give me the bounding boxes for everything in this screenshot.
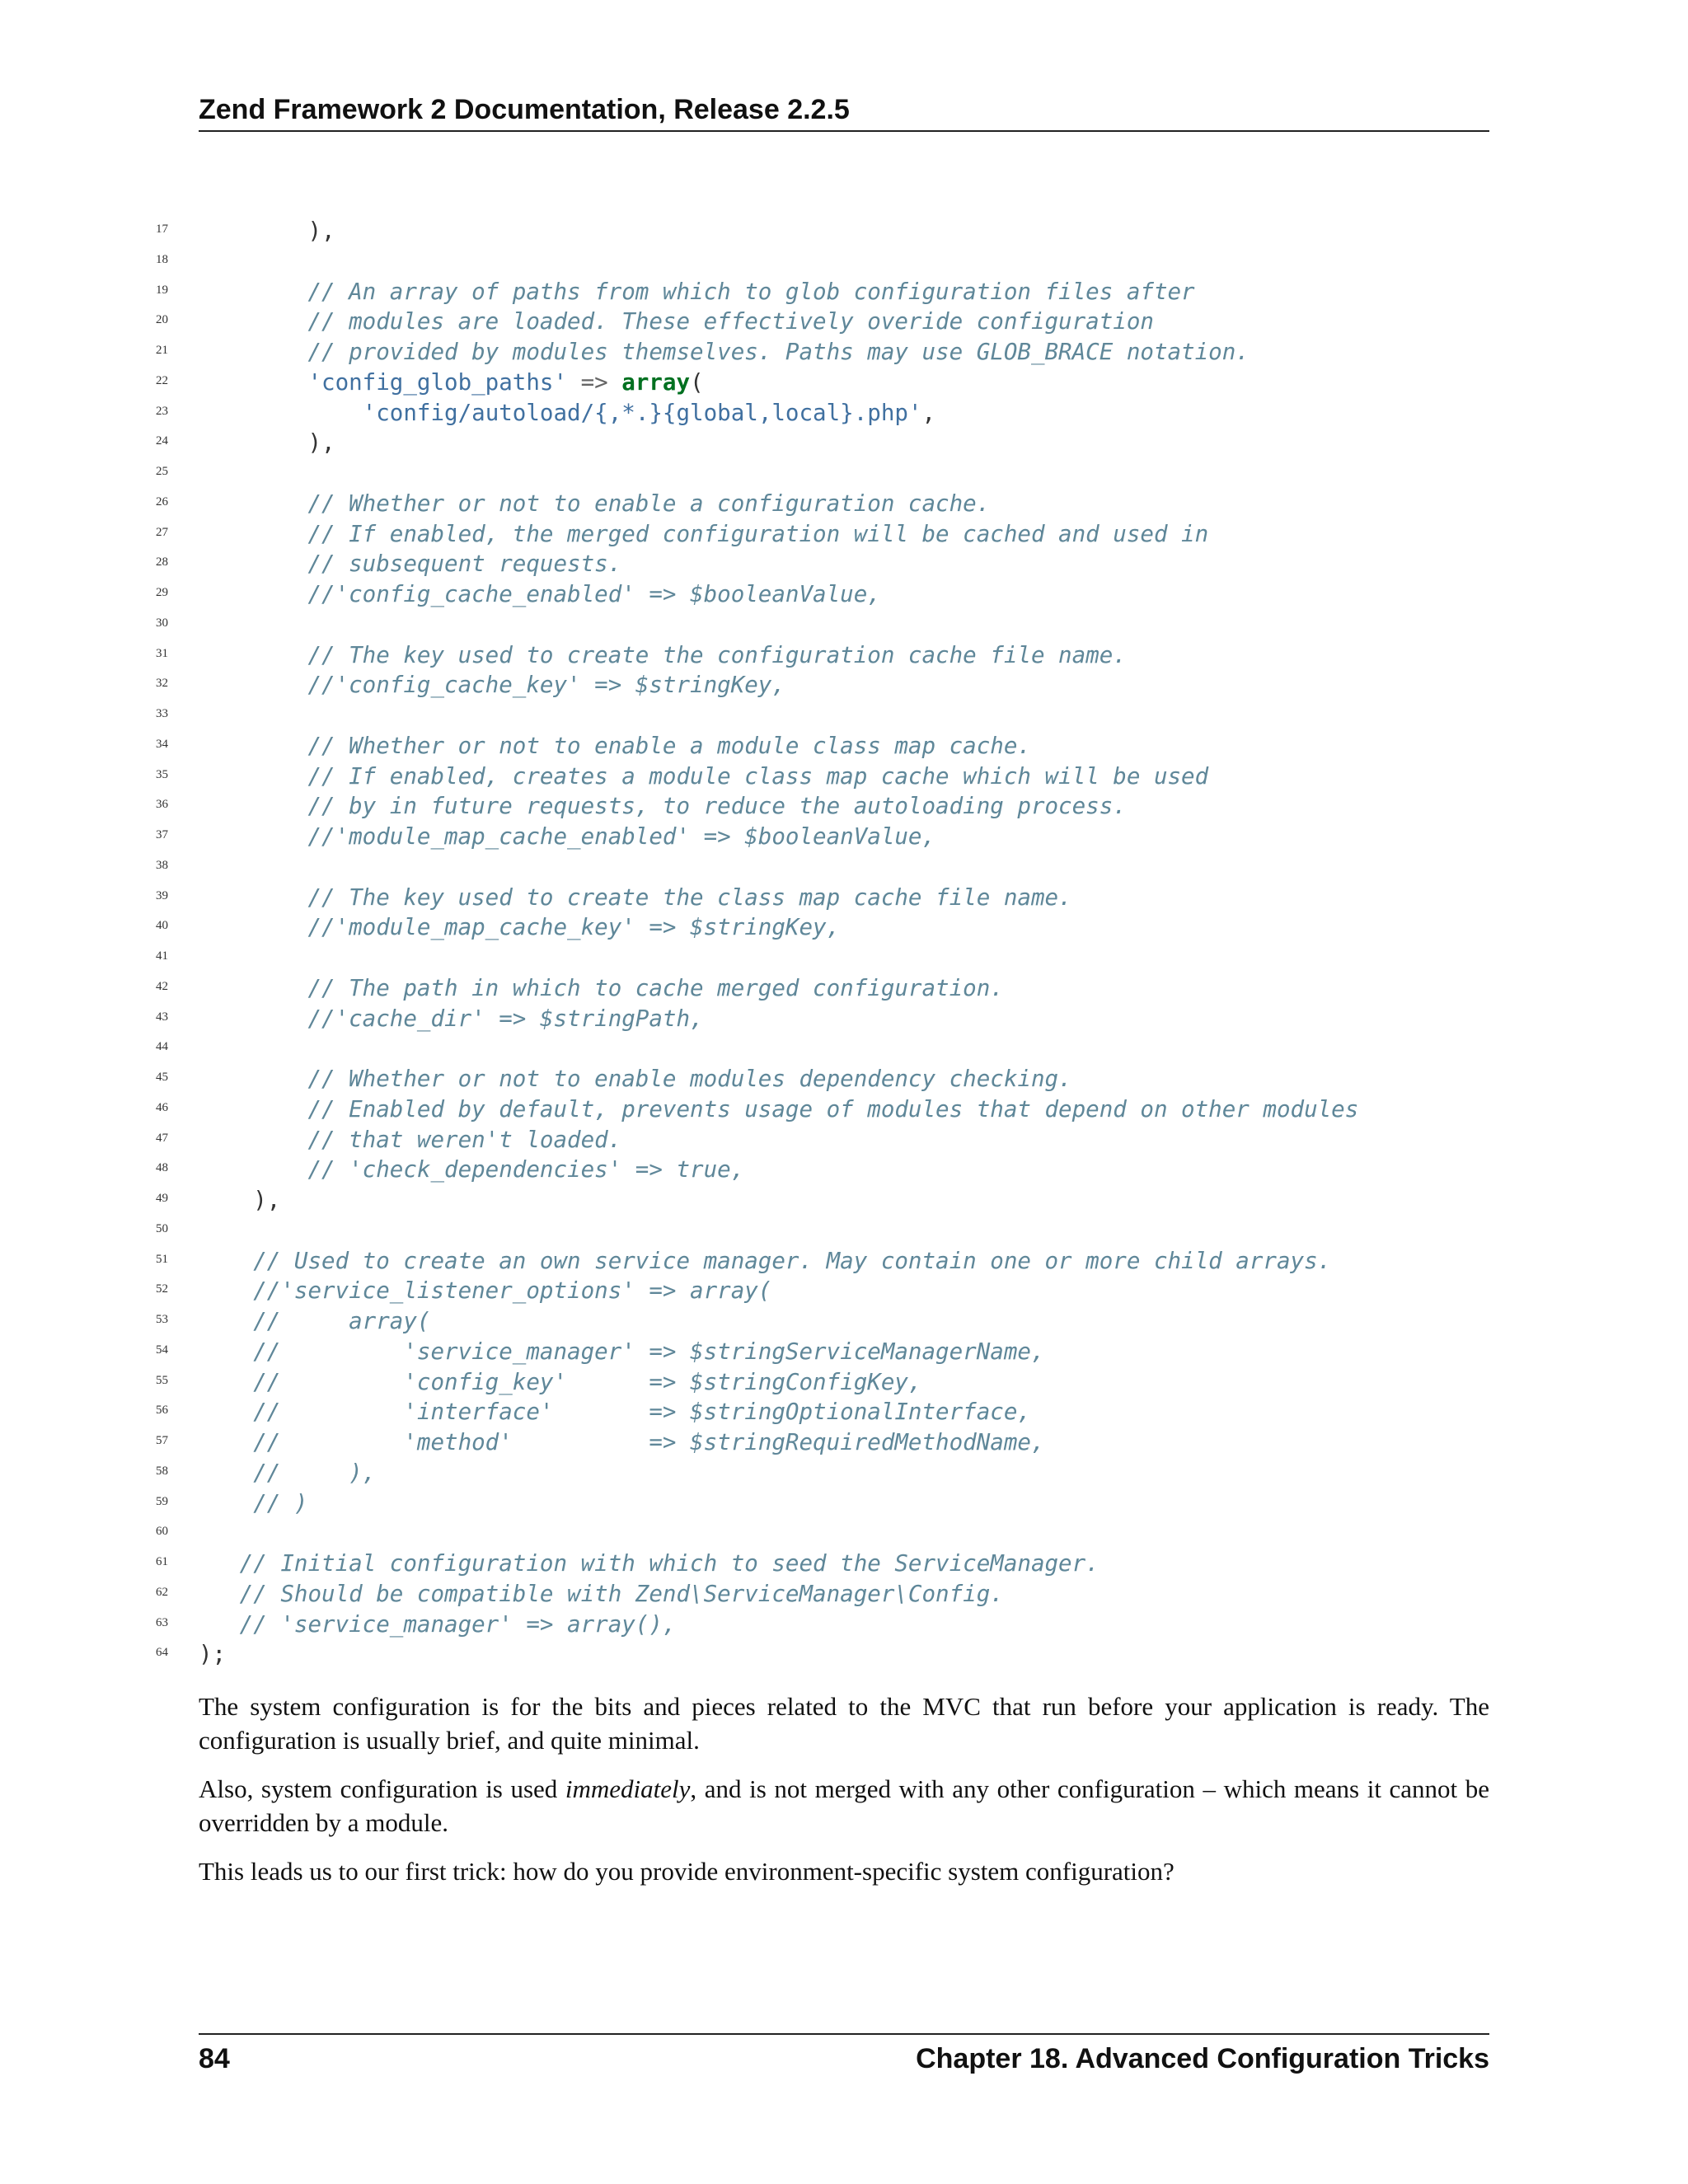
code-text: // 'method' => $stringRequiredMethodName,	[199, 1429, 1045, 1455]
code-line	[140, 1367, 1508, 1398]
emphasis-immediately: immediately	[565, 1774, 691, 1803]
code-line	[140, 973, 1508, 1004]
code-line	[140, 1639, 1508, 1670]
code-line	[140, 1337, 1508, 1367]
line-number: 25	[156, 465, 168, 478]
code-token: =>	[567, 368, 622, 396]
code-line	[140, 1610, 1508, 1640]
code-line	[140, 1488, 1508, 1519]
code-line	[140, 670, 1508, 701]
code-text: // Whether or not to enable a module class map cache.	[199, 732, 1031, 759]
code-text: // If enabled, the merged configuration will be cached and used in	[199, 520, 1209, 547]
code-token: array	[621, 368, 691, 396]
line-number: 64	[156, 1646, 168, 1660]
code-text: // ),	[199, 1459, 377, 1486]
code-token	[199, 369, 307, 396]
line-number: 29	[156, 586, 168, 599]
page-header-title: Zend Framework 2 Documentation, Release 2.2.5	[199, 94, 850, 125]
code-text	[199, 368, 704, 398]
code-line	[140, 912, 1508, 943]
line-number: 61	[156, 1555, 168, 1568]
code-line	[140, 731, 1508, 762]
code-text: // array(	[199, 1308, 431, 1334]
code-line	[140, 1155, 1508, 1185]
code-line	[140, 1549, 1508, 1579]
code-line	[140, 1004, 1508, 1034]
code-line	[140, 489, 1508, 519]
code-line	[140, 1397, 1508, 1427]
line-number: 24	[156, 434, 168, 448]
code-text: ),	[199, 218, 335, 244]
code-line	[140, 519, 1508, 550]
line-number: 42	[156, 979, 168, 993]
code-text: // 'service_manager' => $stringServiceManagerName,	[199, 1338, 1045, 1365]
code-text: // The key used to create the class map cache file name.	[199, 883, 1072, 911]
line-number: 26	[156, 494, 168, 509]
line-number: 30	[156, 616, 168, 630]
code-text: // The key used to create the configuration cache file name.	[199, 641, 1127, 668]
code-text: // modules are loaded. These effectively overide configuration	[199, 308, 1154, 335]
line-number: 44	[156, 1040, 168, 1054]
line-number: 17	[156, 223, 168, 236]
line-number: 58	[156, 1464, 168, 1478]
header-rule	[199, 130, 1489, 132]
code-line	[140, 549, 1508, 579]
code-text: // subsequent requests.	[199, 551, 622, 578]
code-text: // Should be compatible with Zend\ServiceManager\Config.	[199, 1580, 1004, 1607]
line-number: 39	[156, 888, 168, 902]
line-number: 43	[156, 1010, 168, 1024]
code-line	[140, 943, 1508, 973]
code-token: ,	[921, 399, 936, 426]
line-number: 23	[156, 404, 168, 418]
code-line	[140, 1125, 1508, 1155]
code-text: // 'service_manager' => array(),	[199, 1610, 677, 1638]
code-line	[140, 852, 1508, 883]
line-number: 57	[156, 1434, 168, 1447]
line-number: 48	[156, 1161, 168, 1175]
chapter-title: Chapter 18. Advanced Configuration Tricks	[916, 2043, 1489, 2074]
line-number: 55	[156, 1373, 168, 1387]
line-number: 62	[156, 1585, 168, 1599]
code-line	[140, 216, 1508, 246]
code-text: // that weren't loaded.	[199, 1126, 622, 1153]
line-number: 45	[156, 1071, 168, 1084]
paragraph-immediately	[199, 1772, 1489, 1840]
line-number: 40	[156, 919, 168, 933]
code-line	[140, 246, 1508, 277]
line-number: 56	[156, 1404, 168, 1418]
code-text: // If enabled, creates a module class map cache which will be used	[199, 762, 1209, 790]
line-number: 46	[156, 1100, 168, 1114]
code-text: // Initial configuration with which to seed the ServiceManager.	[199, 1550, 1100, 1577]
code-line	[140, 701, 1508, 731]
code-line	[140, 1033, 1508, 1064]
code-line	[140, 1427, 1508, 1458]
code-text: // 'interface' => $stringOptionalInterface,	[199, 1399, 1031, 1426]
code-text: ),	[199, 429, 335, 457]
code-text: // provided by modules themselves. Paths may use GLOB_BRACE notation.	[199, 339, 1250, 365]
code-text: // An array of paths from which to glob configuration files after	[199, 278, 1195, 305]
code-text: //'cache_dir' => $stringPath,	[199, 1005, 704, 1032]
line-number: 47	[156, 1131, 168, 1145]
footer-rule	[199, 2033, 1489, 2035]
code-line	[140, 1306, 1508, 1337]
line-number: 63	[156, 1615, 168, 1629]
code-text	[199, 398, 935, 429]
line-number: 38	[156, 858, 168, 872]
code-text: //'config_cache_key' => $stringKey,	[199, 672, 785, 699]
code-line	[140, 1518, 1508, 1549]
line-number: 28	[156, 555, 168, 569]
line-number: 22	[156, 373, 168, 387]
line-number: 33	[156, 707, 168, 720]
line-number: 18	[156, 252, 168, 266]
line-number: 53	[156, 1313, 168, 1326]
line-number: 52	[156, 1282, 168, 1296]
code-text: //'module_map_cache_enabled' => $booleanValue,	[199, 823, 936, 850]
line-number: 34	[156, 737, 168, 751]
code-text: //'module_map_cache_key' => $stringKey,	[199, 914, 841, 941]
line-number: 20	[156, 313, 168, 327]
code-line	[140, 1185, 1508, 1216]
code-line	[140, 1216, 1508, 1246]
line-number: 50	[156, 1221, 168, 1235]
code-line	[140, 640, 1508, 671]
code-line	[140, 1458, 1508, 1488]
paragraph-text: , and is not merged with any other configuration – which means it cannot be overridden by a module.	[199, 1774, 1489, 1837]
code-text: );	[199, 1641, 227, 1668]
code-text: // Whether or not to enable a configuration cache.	[199, 490, 991, 517]
code-line	[140, 883, 1508, 913]
code-text: // Used to create an own service manager. May contain one or more child arrays.	[199, 1247, 1332, 1274]
line-number: 35	[156, 767, 168, 781]
code-line	[140, 791, 1508, 822]
code-listing	[140, 216, 1508, 1670]
line-number: 51	[156, 1252, 168, 1266]
paragraph-first-trick: This leads us to our first trick: how do you provide environment-specific system configuration?	[199, 1857, 1175, 1886]
line-number: 27	[156, 525, 168, 539]
code-line	[140, 277, 1508, 307]
code-text: // 'check_dependencies' => true,	[199, 1156, 745, 1183]
line-number: 32	[156, 677, 168, 691]
code-line	[140, 307, 1508, 337]
code-line	[140, 579, 1508, 610]
code-token	[199, 400, 363, 426]
code-line	[140, 1094, 1508, 1125]
code-text: // 'config_key' => $stringConfigKey,	[199, 1368, 922, 1395]
page-number: 84	[199, 2043, 230, 2074]
code-line	[140, 610, 1508, 640]
line-number: 37	[156, 828, 168, 841]
code-line	[140, 762, 1508, 792]
line-number: 59	[156, 1494, 168, 1508]
code-line	[140, 1579, 1508, 1610]
code-text: // Enabled by default, prevents usage of modules that depend on other modules	[199, 1095, 1359, 1122]
paragraph-system-config: The system configuration is for the bits and pieces related to the MVC that run before your application is ready. The configuration is usually brief, and quite minimal.	[199, 1692, 1489, 1755]
code-line	[140, 822, 1508, 852]
code-token: (	[690, 368, 704, 396]
paragraph-text: Also, system configuration is used	[199, 1774, 565, 1803]
code-text: // Whether or not to enable modules dependency checking.	[199, 1066, 1072, 1092]
code-line	[140, 458, 1508, 489]
code-text: //'service_listener_options' => array(	[199, 1277, 772, 1305]
code-text: // by in future requests, to reduce the autoloading process.	[199, 793, 1127, 820]
code-text: // The path in which to cache merged configuration.	[199, 974, 1004, 1001]
code-text: // )	[199, 1489, 308, 1516]
code-token: 'config/autoload/{,*.}{global,local}.php'	[362, 399, 922, 426]
code-line	[140, 428, 1508, 458]
code-line	[140, 368, 1508, 398]
code-line	[140, 1276, 1508, 1306]
code-line	[140, 1064, 1508, 1094]
code-line	[140, 398, 1508, 429]
line-number: 49	[156, 1192, 168, 1205]
line-number: 19	[156, 283, 168, 297]
code-token: 'config_glob_paths'	[307, 368, 568, 396]
line-number: 54	[156, 1343, 168, 1357]
line-number: 21	[156, 344, 168, 357]
code-text: ),	[199, 1187, 281, 1213]
code-line	[140, 337, 1508, 368]
line-number: 36	[156, 798, 168, 812]
line-number: 60	[156, 1525, 168, 1539]
line-number: 31	[156, 646, 168, 660]
line-number: 41	[156, 949, 168, 963]
code-text: //'config_cache_enabled' => $booleanValue,	[199, 581, 881, 607]
code-line	[140, 1246, 1508, 1277]
